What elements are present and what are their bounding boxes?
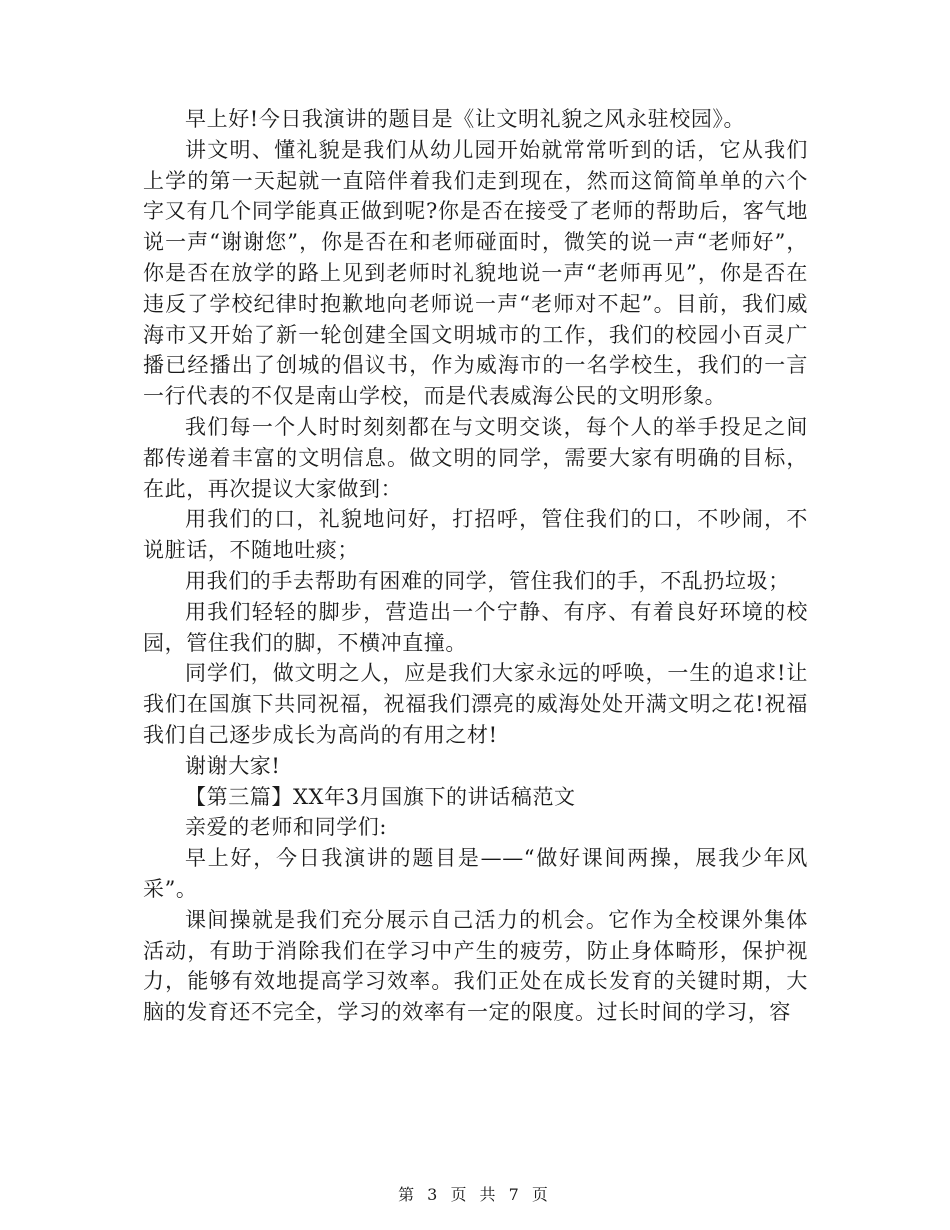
list-item-mouth: 用我们的口，礼貌地问好，打招呼，管住我们的口，不吵闹，不说脏话，不随地吐痰；	[143, 507, 808, 563]
list-item-feet: 用我们轻轻的脚步，营造出一个宁静、有序、有着良好环境的校园，管住我们的脚，不横冲直撞。	[143, 599, 808, 655]
closing-line: 谢谢大家!	[185, 753, 281, 778]
greeting-title-paragraph: 早上好，今日我演讲的题目是——“做好课间两操，展我少年风采”。	[143, 846, 808, 901]
body-paragraph: 讲文明、懂礼貌是我们从幼儿园开始就常常听到的话，它从我们上学的第一天起就一直陪伴着我们走到现在，然而这简简单单的六个字又有几个同学能真正做到呢?你是否在接受了老师的帮助后，客气地说一声“谢谢您”，你是否在和老师碰面时，微笑的说一声“老师好”，你是否在放学的路上见到老师时礼貌地说一声“老师再见”，你是否在违反了学校纪律时抱歉地向老师说一声“老师对不起”。目前，我们威海市又开始了新一轮创建全国文明城市的工作，我们的校园小百灵广播已经播出了创城的倡议书，作为威海市的一名学校生，我们的一言一行代表的不仅是南山学校，而是代表威海公民的文明形象。	[143, 137, 808, 409]
page-number-footer: 第 3 页 共 7 页	[398, 1185, 552, 1204]
body-paragraph: 课间操就是我们充分展示自己活力的机会。它作为全校课外集体活动，有助于消除我们在学习中产生的疲劳，防止身体畸形，保护视力，能够有效地提高学习效率。我们正处在成长发育的关键时期，大脑的发育还不完全，学习的效率有一定的限度。过长时间的学习，容	[143, 907, 808, 1025]
salutation: 亲爱的老师和同学们:	[185, 815, 388, 840]
section-heading: 【第三篇】XX年3月国旗下的讲话稿范文	[185, 784, 576, 809]
document-page	[143, 104, 808, 1028]
body-paragraph: 同学们，做文明之人，应是我们大家永远的呼唤，一生的追求!让我们在国旗下共同祝福，祝福我们漂亮的威海处处开满文明之花!祝福我们自己逐步成长为高尚的有用之材!	[143, 661, 808, 747]
body-paragraph: 我们每一个人时时刻刻都在与文明交谈，每个人的举手投足之间都传递着丰富的文明信息。做文明的同学，需要大家有明确的目标，在此，再次提议大家做到：	[143, 414, 808, 501]
greeting-title-paragraph: 早上好!今日我演讲的题目是《让文明礼貌之风永驻校园》。	[185, 107, 746, 131]
list-item-hands: 用我们的手去帮助有困难的同学，管住我们的手，不乱扔垃圾；	[185, 568, 790, 593]
